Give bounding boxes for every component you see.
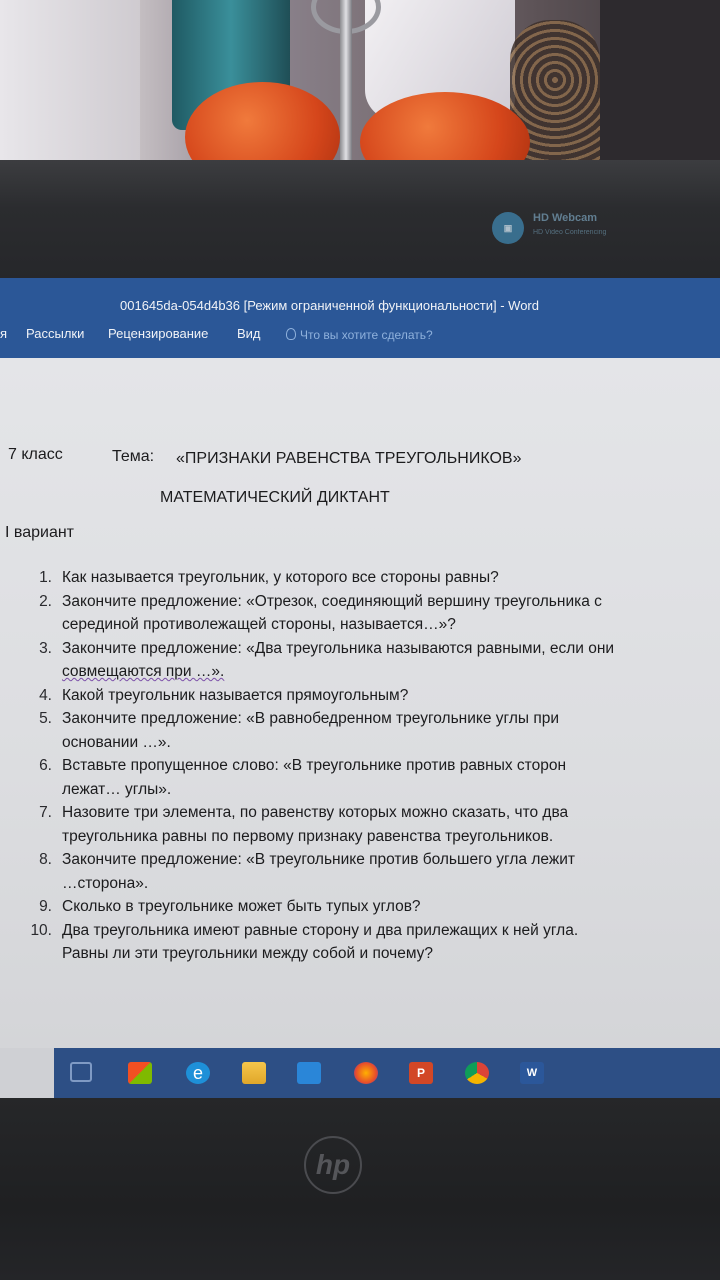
question-list <box>18 566 718 966</box>
tab-mailings[interactable]: Рассылки <box>26 326 85 341</box>
file-explorer-icon[interactable] <box>242 1062 266 1084</box>
firefox-icon[interactable] <box>354 1062 378 1084</box>
tab-partial[interactable]: я <box>0 326 8 341</box>
question-item <box>18 848 718 895</box>
background-photo <box>0 0 720 170</box>
question-number: 8. <box>39 851 52 868</box>
question-number: 7. <box>39 804 52 821</box>
grade-label: 7 класс <box>8 446 63 463</box>
lightbulb-icon <box>286 328 296 340</box>
topic-label: Тема: <box>112 448 155 465</box>
question-item <box>18 754 718 801</box>
laptop-screen <box>0 278 720 1100</box>
tab-view[interactable]: Вид <box>237 326 261 341</box>
question-item <box>18 637 718 684</box>
word-titlebar <box>0 278 720 320</box>
question-number: 2. <box>39 592 52 610</box>
store-icon[interactable] <box>128 1062 152 1084</box>
question-text: Два треугольника имеют равные сторону и два прилежащих к ней угла. <box>62 921 579 939</box>
question-item <box>18 566 718 590</box>
question-item <box>18 707 718 754</box>
webcam-title: HD Webcam <box>533 212 597 224</box>
question-text: Назовите три элемента, по равенству которых можно сказать, что два <box>62 804 569 821</box>
question-item <box>18 801 718 848</box>
question-number: 4. <box>39 686 52 704</box>
question-text: серединой противолежащей стороны, называется…»? <box>62 616 456 633</box>
fruit-stand-rod <box>340 0 352 168</box>
question-text: лежат… углы». <box>62 780 172 798</box>
question-text: Какой треугольник называется прямоугольным? <box>62 686 409 704</box>
webcam-subtitle: HD Video Conferencing <box>533 229 607 236</box>
dark-object <box>600 0 720 170</box>
question-number: 5. <box>39 710 52 727</box>
curtain <box>0 0 140 170</box>
webcam-icon: ▣ <box>492 212 524 244</box>
windows-taskbar <box>54 1048 720 1100</box>
dictation-title: МАТЕМАТИЧЕСКИЙ ДИКТАНТ <box>160 489 390 506</box>
question-text: Сколько в треугольнике может быть тупых углов? <box>62 898 421 915</box>
question-text: Равны ли эти треугольники между собой и почему? <box>62 945 434 962</box>
document-page[interactable] <box>0 358 720 1048</box>
question-text: Вставьте пропущенное слово: «В треугольнике против равных сторон <box>62 757 567 774</box>
mail-icon[interactable] <box>297 1062 321 1084</box>
question-number: 9. <box>39 898 52 915</box>
question-number: 3. <box>39 639 52 657</box>
topic-title: «ПРИЗНАКИ РАВЕНСТВА ТРЕУГОЛЬНИКОВ» <box>176 450 522 467</box>
question-item <box>18 684 718 708</box>
question-number: 10. <box>30 921 52 939</box>
question-text: Закончите предложение: «Отрезок, соединяющий вершину треугольника с <box>62 592 602 610</box>
hp-logo: hp <box>304 1136 362 1194</box>
question-text: …сторона». <box>62 874 149 892</box>
laptop-bezel-bottom <box>0 1098 720 1280</box>
task-view-icon[interactable] <box>70 1062 92 1082</box>
question-item <box>18 919 718 966</box>
question-text: Закончите предложение: «В треугольнике против большего угла лежит <box>62 851 575 868</box>
tell-me-placeholder: Что вы хотите сделать? <box>300 328 433 342</box>
question-number: 6. <box>39 757 52 774</box>
chrome-icon[interactable] <box>465 1062 489 1084</box>
question-text: треугольника равны по первому признаку равенства треугольников. <box>62 827 554 845</box>
edge-icon[interactable]: e <box>186 1062 210 1084</box>
tell-me-search[interactable] <box>286 328 433 342</box>
variant-label: I вариант <box>5 524 75 541</box>
question-text: Закончите предложение: «В равнобедренном треугольнике углы при <box>62 710 559 727</box>
question-text: совмещаются при …». <box>62 663 225 680</box>
question-number: 1. <box>39 569 52 586</box>
tab-review[interactable]: Рецензирование <box>108 326 209 341</box>
question-item <box>18 895 718 919</box>
word-icon[interactable]: W <box>520 1062 544 1084</box>
question-text: Как называется треугольник, у которого все стороны равны? <box>62 569 499 586</box>
question-text: Закончите предложение: «Два треугольника называются равными, если они <box>62 639 615 657</box>
question-text: основании …». <box>62 733 171 751</box>
laptop-bezel-top <box>0 160 720 280</box>
powerpoint-icon[interactable]: P <box>409 1062 433 1084</box>
question-item <box>18 590 718 637</box>
window-title: 001645da-054d4b36 [Режим ограниченной функциональности] - Word <box>120 298 539 313</box>
ribbon-tabs <box>0 320 720 358</box>
